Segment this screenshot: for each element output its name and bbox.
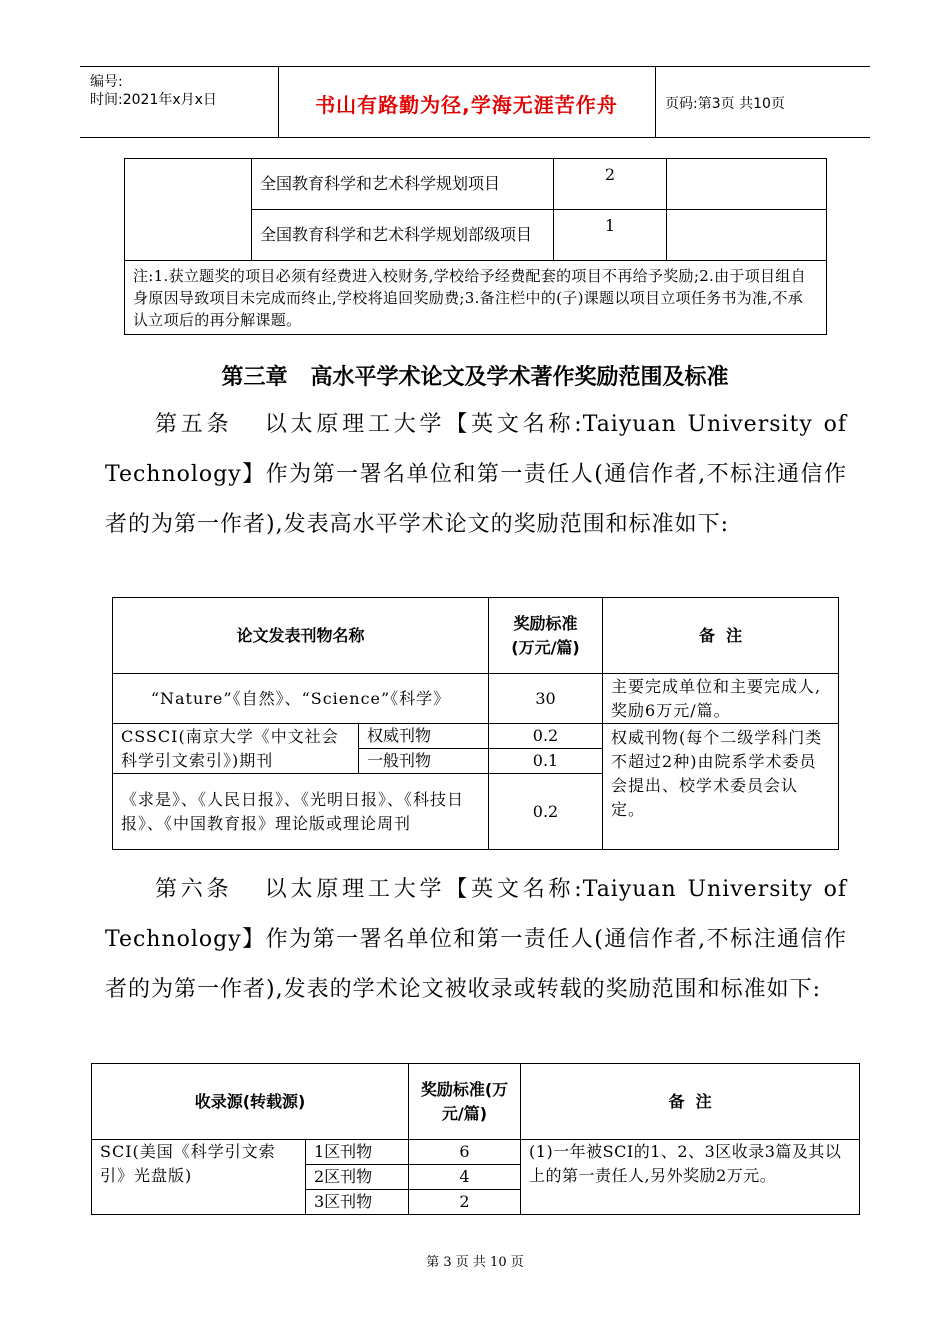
header-award: 奖励标准(万元/篇) [409,1064,521,1140]
time-label: 时间:2021年x月x日 [90,92,217,108]
header-page-info: 页码:第3页 共10页 [665,96,785,112]
table-row [113,674,839,724]
project-remark [667,159,827,210]
award-value: 30 [489,674,603,724]
table-row [113,724,839,749]
project-value: 2 [554,159,667,210]
article-6: 第六条 以太原理工大学【英文名称:Taiyuan University of Technology】作为第一署名单位和第一责任人(通信作者,不标注通信作者的为第一作者),发表的学术论文被收录或转载的奖励范围和标准如下: [105,877,855,1002]
zone-label: 2区刊物 [306,1165,409,1190]
header-motto: 书山有路勤为径,学海无涯苦作舟 [315,93,618,117]
page-header [80,66,870,138]
project-value: 1 [554,210,667,261]
journal-name: 《求是》、《人民日报》、《光明日报》、《科技日报》、《中国教育报》理论版或理论周刊 [113,774,489,850]
article-5: 第五条 以太原理工大学【英文名称:Taiyuan University of Technology】作为第一署名单位和第一责任人(通信作者,不标注通信作者的为第一作者),发表高水平学术论文的奖励范围和标准如下: [105,412,855,537]
table-row [92,1140,860,1165]
indexing-award-table [91,1063,860,1215]
header-journal-name: 论文发表刊物名称 [113,598,489,674]
project-remark [667,210,827,261]
journal-subtype: 权威刊物 [359,724,489,749]
table-header-row [92,1064,860,1140]
award-value: 2 [409,1190,521,1215]
header-meta [90,73,217,109]
journal-subtype: 一般刊物 [359,749,489,774]
award-value: 4 [409,1165,521,1190]
table-row [125,261,827,335]
source-name: SCI(美国《科学引文索引》光盘版) [92,1140,306,1215]
project-item: 全国教育科学和艺术科学规划部级项目 [252,210,554,261]
journal-name: “Nature”《自然》、“Science”《科学》 [113,674,489,724]
table-cell [125,159,252,261]
zone-label: 1区刊物 [306,1140,409,1165]
table-row [125,159,827,210]
award-value: 0.2 [489,724,603,749]
header-award: 奖励标准(万元/篇) [489,598,603,674]
header-remark: 备 注 [521,1064,860,1140]
table-note: 注:1.获立题奖的项目必须有经费进入校财务,学校给予经费配套的项目不再给予奖励;2.由于项目组自身原因导致项目未完成而终止,学校将追回奖励费;3.备注栏中的(子)课题以项目立项任务书为准,不承认立项后的再分解课题。 [125,261,827,335]
journal-name: CSSCI(南京大学《中文社会科学引文索引》)期刊 [113,724,359,774]
page-footer: 第 3 页 共 10 页 [426,1255,524,1270]
award-value: 6 [409,1140,521,1165]
award-value: 0.2 [489,774,603,850]
award-value: 0.1 [489,749,603,774]
paper-award-table [112,597,839,850]
header-source: 收录源(转载源) [92,1064,409,1140]
zone-label: 3区刊物 [306,1190,409,1215]
chapter-title: 第三章 高水平学术论文及学术著作奖励范围及标准 [221,365,729,390]
number-label: 编号: [90,74,123,90]
header-remark: 备 注 [603,598,839,674]
header-divider [655,67,656,137]
project-award-table [124,158,827,335]
table-header-row [113,598,839,674]
remark: 权威刊物(每个二级学科门类不超过2种)由院系学术委员会提出、校学术委员会认定。 [603,724,839,850]
project-item: 全国教育科学和艺术科学规划项目 [252,159,554,210]
remark: 主要完成单位和主要完成人,奖励6万元/篇。 [603,674,839,724]
remark: (1)一年被SCI的1、2、3区收录3篇及其以上的第一责任人,另外奖励2万元。 [521,1140,860,1215]
